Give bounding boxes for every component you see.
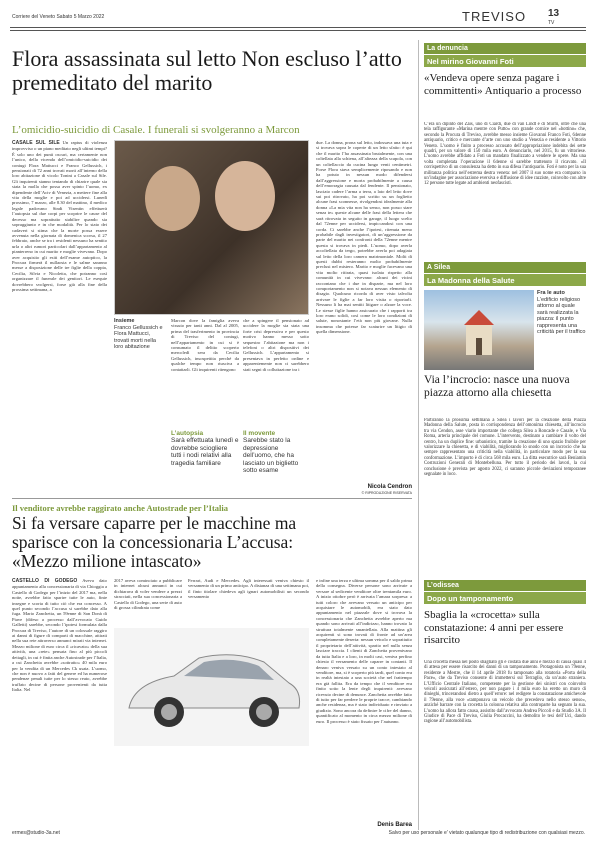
second-col4: e infine una terza e ultima somma per il saldo prima della consegna. Diverse persone sono arrivate a versare al sedicente venditore oltre trentamila euro. A inizio ottobre però è arrivata l’amara sorpresa: a tutti coloro che avevano versato un anticipo per acquistare le automobili, era stato dato appuntamento nel piazzale dove si trovava la concessionaria che Zanchetta avrebbe aperto ma quando sono arrivati all’indirizzo, hanno trovato la struttura totalmente smantellata. Alla mattina gli acquirenti si sono trovati di fronte ad un’area completamente deserta: nessun veicolo e soprattutto il proprietario dell’attività, sparito nel nulla senza lasciare traccia. I clienti di Zanchetta provenivano da tutta Italia e a loro, in molti casi, veniva perfino chiesto il versamento delle caparre in contanti. Il denaro veniva versato su un conto intestato al venditore, ma, si è scoperto più tardi, quel conto era in realtà intestato a una società che nel frattempo era già fallita. Era da tempo che il venditore era finito sotto la lente degli inquirenti: avevano ricevuto decine di denunce. Zanchetta avrebbe fatto di tutto per far perdere le proprie tracce, cambiando anche residenza, ma è stato individuato e rinviato a giudizio. Sono ancora da definire le cifre del danno, quantificato al momento in circa mezzo milione di euro. Il processo è stato fissato per l’autunno.: [316, 578, 412, 724]
s2-band: A Silea: [424, 262, 586, 273]
s1-title: «Vendeva opere senza pagare i committenti» Antiquario a processo: [424, 72, 582, 97]
right-column-rule: [418, 40, 419, 830]
s2-caption-text: L’edificio religioso attorno al quale sarà realizzata la piazza: il punto rappresenta una criticità per il traffico: [537, 296, 586, 335]
s1-sub: Nel mirino Giovanni Foti: [424, 55, 586, 67]
header-divider: [10, 27, 586, 28]
header-divider-2: [10, 30, 586, 31]
car-photo: [114, 628, 309, 746]
face-right: [215, 161, 275, 231]
s1-text: C’era un dipinto del Zais, uno di Ciardi, due di van Lindt e di Sturm, oltre che una tela raffigurante «Marina mentre con Putto» con grande cornice nel «bottino» che, secondo la Procura di Treviso, avrebbe messo insieme Giovanni Franco Foti, 64enne antiquario, critico e mercante d’arte con uno studio a Venezia e residente a Vittorio Veneto. L’uomo è finito a processo accusato dell’appropriazione indebita dei sette quadri, per un valore di 150 mila euro. A denunciarlo, nel 2015, fu un vittoriese. L’uomo avrebbe affidato a Foti un mandato finalizzato a vendere le opere. Ma una volta completata l’operazione il 64enne si sarebbe trattenuto il ricavato. «Il corrispettivo di un consulenza ha detto in sua difesa l’antiquario. Foti è noto per la sua militanza politica nell’estrema destra veneta: nel 2007 il suo nome era comparso in un’indagine per associazione eversiva e diffusione di idee razziste, coinvolto con altre 12 persone tutte legate ad ambienti neofascisti.: [424, 122, 586, 187]
main-copyright: © RIPRODUZIONE RISERVATA: [361, 491, 412, 495]
second-col2: 2017 aveva cominciato a pubblicare in internet alcuni annunci in cui dichiarava di voler vendere a prezzi stracciati, nella sua concessionaria a Castello di Godego, una serie di auto di grossa cilindrata come: [114, 578, 182, 611]
s2-text: Partiranno la prossima settimana a Silea i lavori per la creazione della Piazza Madonna della Salute, posta in corrispondenza dell’omonima chiesetta, all’incrocio tra via Cendon, asse viario importante che collega Silea a Roncade e Casale, e Via Roma, arteria principale del comune. L’intervento, destinato a cambiare il volto del centro, ha un duplice fine: urbanistico, tramite la creazione di uno spazio fruibile per valorizzare la chiesetta, e di viabilità, migliorando lo snodo con un incrocio che ha sempre rappresentato una criticità nella viabilità, in particolare modo per la sua conformazione. L’importo è di circa 568 mila euro. La ditta esecutrice sarà Beniamin Costruzioni Generali di Montebelluna. Per tutto il periodo dei lavori, la cui conclusione è prevista per agosto 2022, ci saranno piccole deviazioni temporanee segnalate in loco.: [424, 418, 586, 478]
box-autopsia-text: Sarà effettuata lunedì e dovrebbe sciogliere tutti i nodi relativi alla tragedia familiare: [171, 437, 239, 467]
second-col1-text: Aveva dato appuntamento alla concessionaria di via Chioggia a Castello di Godego per l’inizio del 2017 ma, nella notte, avrebbe fatto sparire tutte le auto, finte insegne e scorta di tutto ciò che era concesso. A quel punto secondo l’accusa si sarebbe dato alla fuga. Mario Zanchetta, un 59enne di San Donà di Piave (difeso a processo dall’avvocato Guido Galletti) sarebbe, secondo l’ipotesi formulata dalla Procura di Treviso, l’autore di un colossale raggiro ai danni di figure di comparti di macchine, attirati nella sua rete attraverso annunci mirati via internet. Mezzo milione di euro circa il «ricavato» della sua attività, una «rete» pensata fino al più piccoli dettagli, in cui è finita anche Autostrade per l’Italia, a cui Zanchetta avrebbe «sottratto» 40 mila euro per la vendita di un Mercedes Ck usata. L’uomo, che non è nuovo a fatti del genere ed ha numerose pendenze penali tutte per lo stesso reato, avrebbe truffato decine di persone provenienti da tutta Italia. Nel: [12, 578, 107, 693]
section-title: TREVISO: [462, 9, 527, 24]
header-left: Corriere del Veneto Sabato 5 Marzo 2022: [12, 14, 105, 20]
second-kicker: Il venditore avrebbe raggirato anche Autostrade per l’Italia: [12, 503, 229, 513]
main-lead-column: [12, 140, 107, 495]
main-col3: che a spingere il pensionato ad uccidere la moglie sia stata una forte crisi depressiva e per questo motivo hanno messo sotto sequestro l’abitazione ma non i telefoni o altri dispositivi dei Gellussich. L’appartamento si presentava in perfetto ordine e apparentemente non ci sarebbero stati segni di colluttazione tra i: [243, 318, 309, 372]
page-number: 13: [548, 8, 560, 19]
second-author: Denis Barea: [377, 822, 412, 828]
photo-caption: [114, 318, 164, 351]
box-autopsia-title: L’autopsia: [171, 430, 204, 437]
s2-caption: [537, 290, 587, 336]
section-divider: [12, 498, 412, 499]
second-col1: [12, 578, 107, 826]
s3-title: Sbaglia la «crocetta» sulla constatazione: 4 anni per essere risarcito: [424, 609, 564, 646]
s2-title: Via l’incrocio: nasce una nuova piazza attorno alla chiesetta: [424, 374, 570, 399]
main-col4: due. La donna, prona sul letto, indossava una tuta e si trovava sopra le coperte di un letto sfatto: è qui che il marito l’ha assassinata brutalmente, con una coltellata alla schiena, all’altezza della scapola, con un coltellaccio da cucina lungo venti centimetri. Forse Flora stava semplicemente riposando e non ha potuto in nessun modo difendersi dall’aggressione e morta probabilmente a causa dell’emorragia causata dal fendente. Il pensionato, lasciato cadere l’arma a terra, a lato del letto dove sui poi ritrovato, ha poi scritto su un foglietto alcune frasi sconnesse, rivolgendosi idealmente alla donna «La mia vita non ha senso, non posso stare senza te» queste alcune delle frasi della lettera che sarà ritrovata in seguito in garage, il luogo scelto dal 72enne per uccidersi, impiccandosi con una corda. Ci sarebbe anche l’ipotesi, ritenuta meno probabile dagli investigatori, di un’aggressione da parte del marito nei confronti della 72enne mentre questa si trovava in piedi. L’uomo, dopo averla accoltellata da tergo, potrebbe averla poi adagiata sul letto della loro camera matrimoniale. Molti di questi dubbi resteranno molto probabilmente preclusi nel mistero. Marito e moglie facevano una vita molto ritirata, quasi isolata rispetto alla comunità in cui vivevano: alcuni dei vicini raccontano che i due in disparte, ma nel loro comportamento non si notava nessun elemento di disagio. Qualcuno ricorda di aver visto talvolta arrivare le figlie a far loro visita o riportarli. Nessuno li ha mai sentiti litigare o alzare la voce. Le stesse figlie hanno assicurato che i rapporti tra loro erano solidi, così come le loro condizioni di salute, nonostante l’età non più giovane. Nulla insomma che potesse far scaturire un litigio di quella dimensione.: [316, 140, 412, 335]
face-left: [145, 166, 200, 231]
church-icon: [424, 290, 534, 370]
lead-place: CASALE SUL SILE: [12, 140, 60, 146]
couple-photo: [114, 140, 309, 315]
second-headline: Si fa versare caparre per le macchine ma sparisce con la concessionaria L’accusa: «Mezzo milione intascato»: [12, 513, 297, 571]
box-movente-title: Il movente: [243, 430, 276, 437]
box-autopsia: [171, 430, 239, 467]
page-sub: TV: [548, 20, 555, 26]
s1-band: La denuncia: [424, 43, 586, 54]
box-movente: [243, 430, 309, 475]
s3-band: L’odissea: [424, 580, 586, 591]
caption-text: Franco Gellussich e Flora Mattucci, trovati morti nella loro abitazione: [114, 324, 163, 350]
main-author: Nicola Cendron: [367, 484, 412, 490]
box-movente-text: Sarebbe stato la depressione dell’uomo, che ha lasciato un biglietto sotto esame: [243, 437, 299, 474]
s2-sub: La Madonna della Salute: [424, 274, 586, 286]
footer-notice: Salvo per uso personale e' vietato qualunque tipo di redistribuzione con qualsiasi mezzo.: [388, 830, 585, 836]
main-headline: Flora assassinata sul letto Non escluso l’atto premeditato del marito: [12, 46, 402, 95]
footer-email: ermes@studio-3a.net: [12, 830, 60, 836]
main-subtitle: L’omicidio-suicidio di Casale. I funerali si svolgeranno a Marcon: [12, 124, 300, 136]
main-col2: Marcon dove la famiglia aveva vissuto per tanti anni. Dal al 2005, prima del trasferimento in provincia di Treviso del coniugi, nell’appartamento in cui si è consumato il delitto scoperto mercoledì sera da Cecilia Gellussich, insospettita perché da qualche tempo non riusciva a contattarli. Gli inquirenti ritengono: [171, 318, 239, 372]
s3-sub: Dopo un tamponamento: [424, 592, 586, 604]
caption-title: Insieme: [114, 318, 135, 324]
second-lead-place: CASTELLO DI GODEGO: [12, 578, 78, 584]
second-col3: Ferrari, Audi e Mercedes. Agli interessati veniva chiesto il versamento di un primo anticipo. A distanza di una settimana poi, il finto titolare chiedeva agli ignari automobilisti un secondo versamento: [188, 578, 309, 600]
church-photo: [424, 290, 534, 370]
s2-caption-title: Fra le auto: [537, 290, 565, 296]
s3-text: Una crocetta messa nel posto sbagliato gli è costata due anni e mezzo di causa quasi 4 di attesa per essere risarcito dei danni di un tamponamento. Protagonista un 79enne, residente a Mestre, che il 14 aprile 2018 fu tamponato alla rotatoria «Porta della Pace», che da Treviso consente di immettersi sul Terraglio, da un’auto straniera. L’Ufficio Centrale Italiano, competente per la gestione dei sinistri con coinvolto veicoli assicurati all’estero, per non pagare i 4 mila euro ha eretto un muro di dinieghi, trincerandosi dietro a quell’errore: nel redigere la constatazione amichevole il 79enne, alla voce «tamponava un veicolo che precedeva nello stesso senso», anziché barrare con la crocetta la colonna relativa alla controparte ha segnato la sua. L’uomo ha allora fatto causa, assistito dall’avvocato Andrea Piccoli e da Studio 3A. Il Giudice di Pace di Treviso, Giulia Procaccini, ha demolito le tesi dell’Uci, dando ragione all’automobilista.: [424, 660, 586, 725]
lead-text: Un raptus di violenza improvviso o un piano meditato negli ultimi tempi? È solo uno dei punti oscuri, ma certamente non l’unico, della vicenda dell’omicidio-suicidio dei coniugi Flora Mattucci e Franco Gellussich, i pensionati di 72 anni trovati morti all’interno della loro abitazione di vicolo Tonini a Casale sul Sile. Gli inquirenti stanno tentando di chiarire quale sia stata la molla che possa aver spinto l’uomo, ex dipendente dell’Actv di Venezia, a mettere fine alla vita della moglie e poi ad uccidersi. Lunedì prossimo, 7 marzo, alle 8.30 del mattino, il medico legale padovano Sindi Visentin effettuerà l’autopsia sul due corpi per scoprire le cause del decesso ma soprattutto stabilire quando sia sopraggiunto e in che modalità. Per lo stato dei cadaveri si stima che la morte possa essere avvenuta nella giornata di domenica scorsa, il 27 febbraio, anche se tra i residenti nessuno ha sentito urla o altri rumori particolari dall’appartamento al pianterreno in cui marito e moglie vivevano. Dopo aver acquisito gli esiti dell’esame autoptico, la Procura firmerà il nullaosta e le salme saranno messe a disposizione delle tre figlie della coppia, Cecilia, Silvia e Nicoletta, che potranno così organizzare il funerale dei genitori. Le esequie dovrebbero svolgersi, forse già alla fine della prossima settimana, a: [12, 140, 107, 292]
car-icon: [114, 628, 309, 746]
